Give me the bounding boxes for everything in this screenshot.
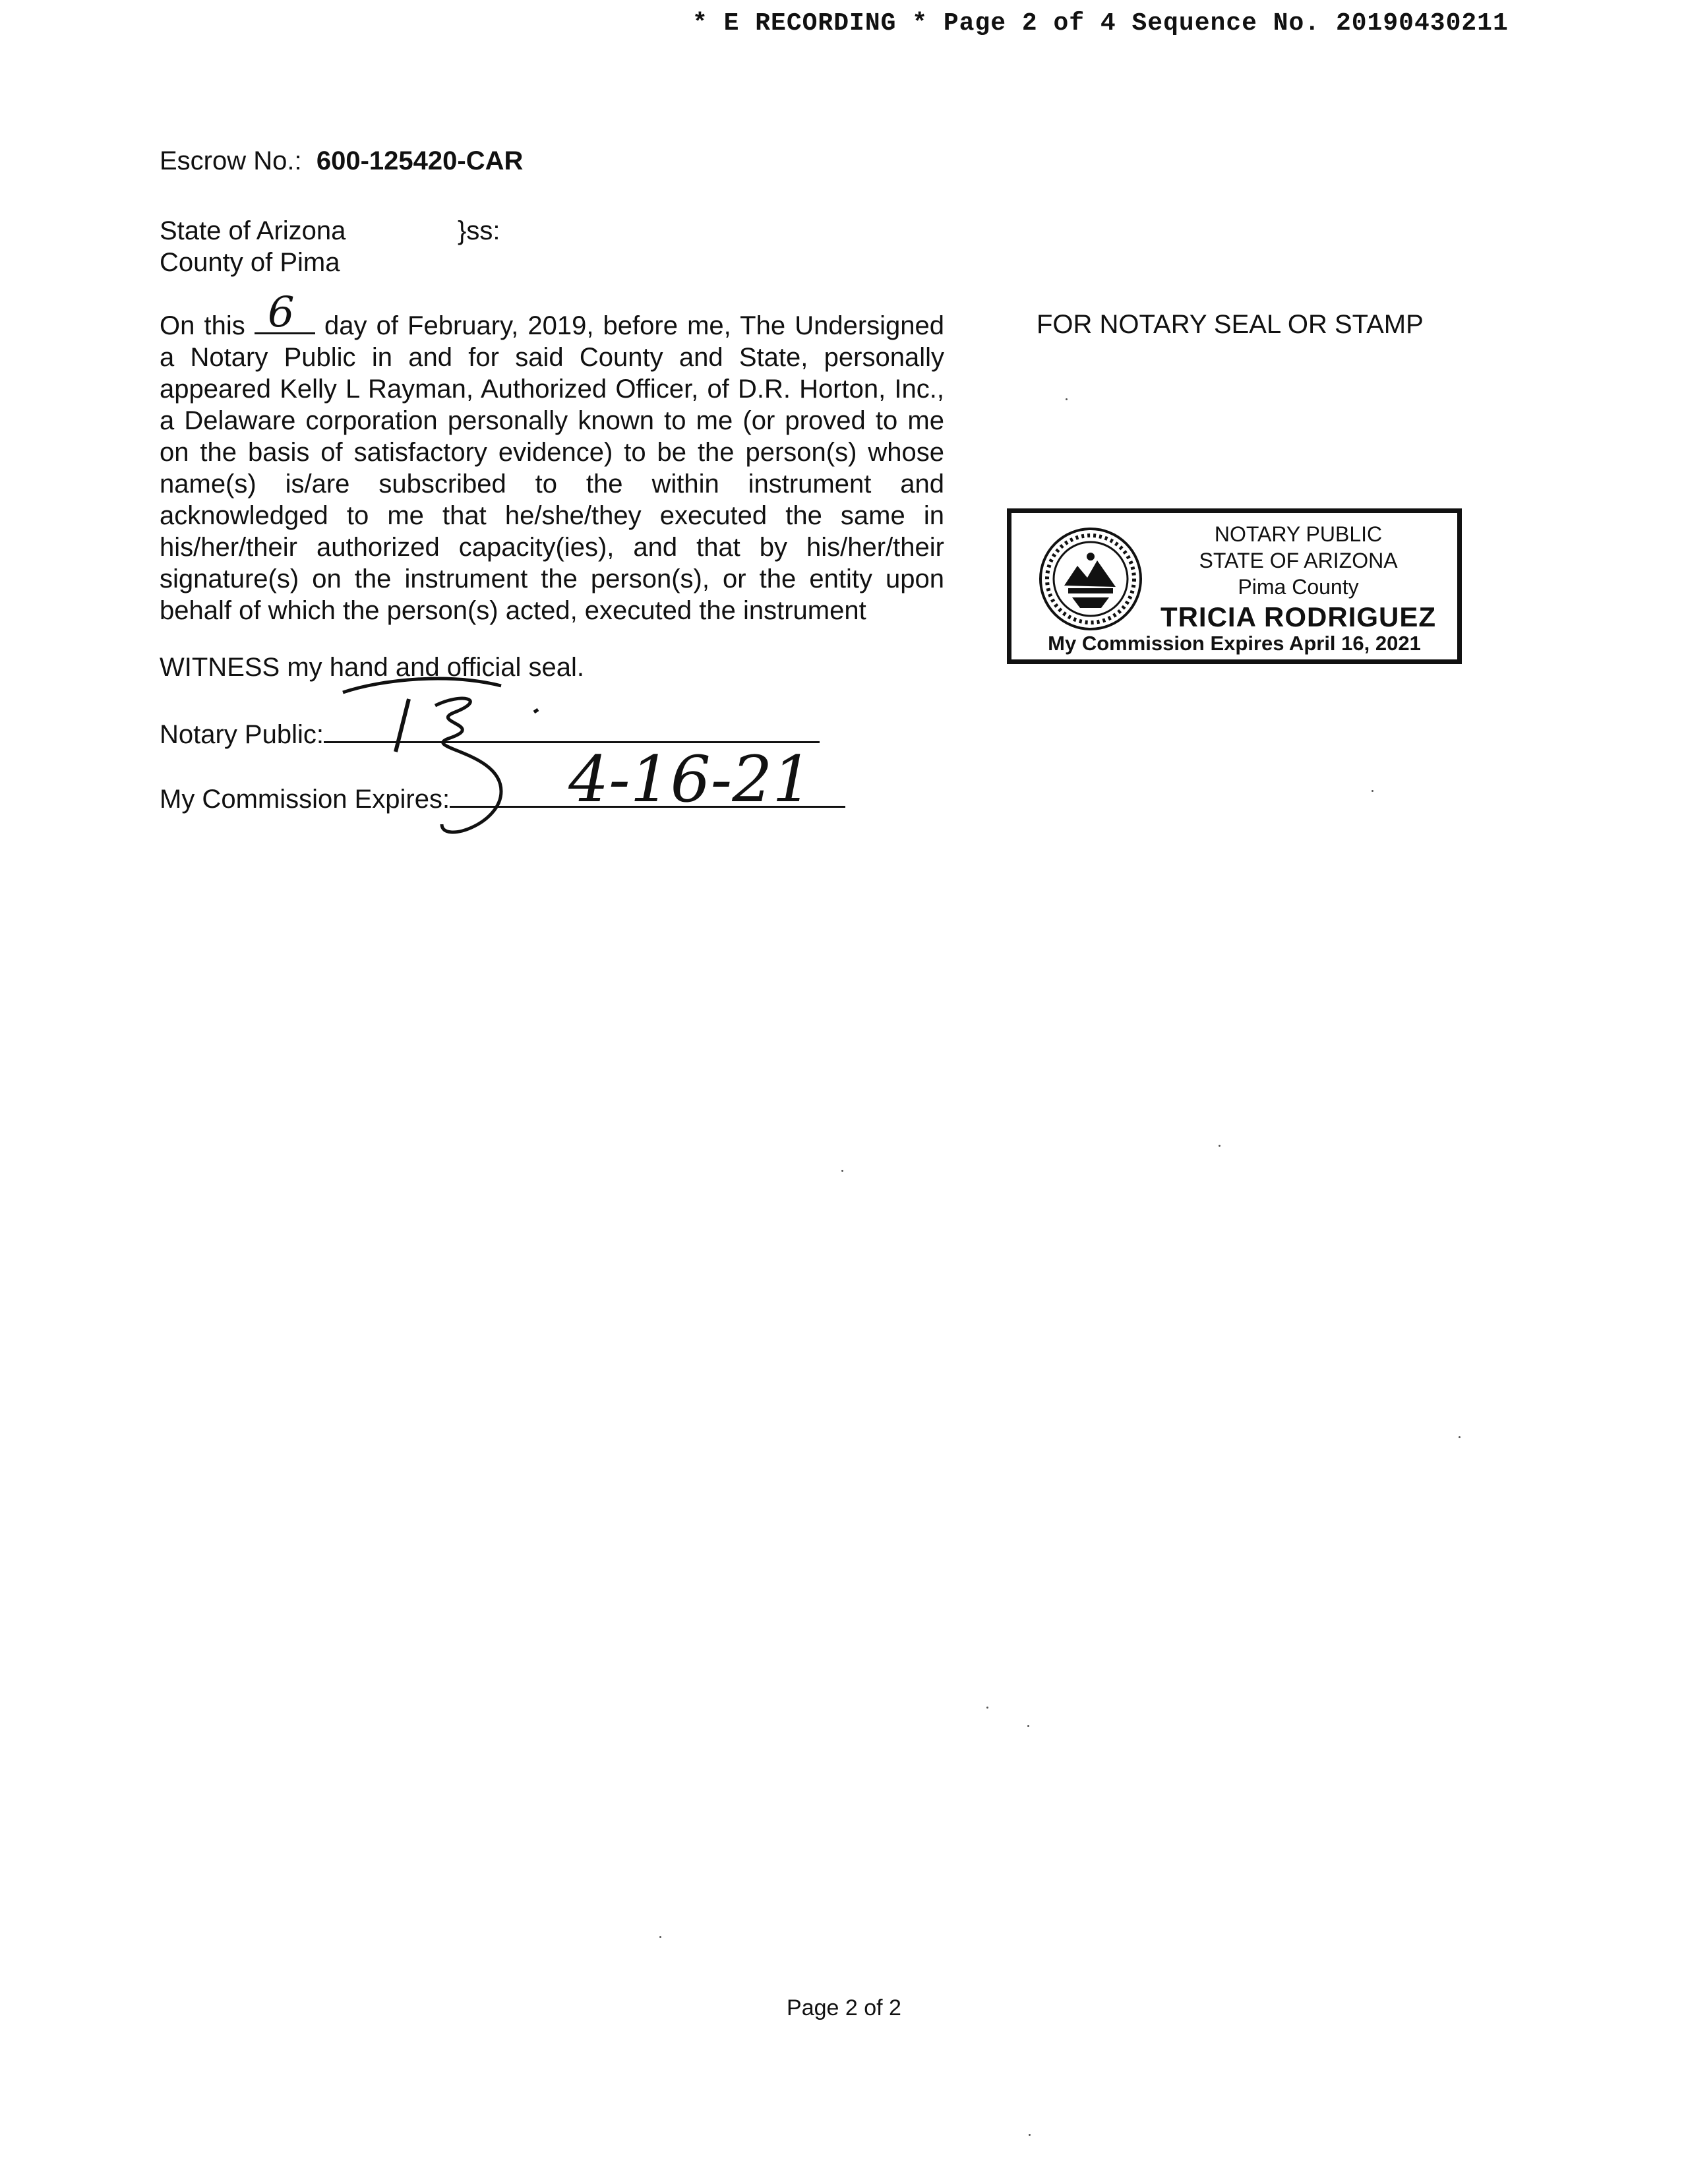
commission-expires-label: My Commission Expires: [160, 785, 450, 814]
escrow-label: Escrow No.: [160, 146, 302, 175]
day-handwritten: 6 [267, 288, 295, 337]
speck [659, 1936, 661, 1938]
speck [1372, 790, 1373, 792]
commission-expires-line [160, 743, 845, 816]
speck [841, 1170, 843, 1172]
day-blank [255, 288, 315, 337]
notary-stamp [1007, 508, 1462, 664]
arizona-state-seal-icon [1038, 526, 1143, 632]
escrow-number [160, 146, 523, 176]
seal-area-label: FOR NOTARY SEAL OR STAMP [1037, 310, 1424, 339]
speck [1219, 1145, 1221, 1147]
page-footer: Page 2 of 2 [787, 1995, 901, 2020]
stamp-county: Pima County [1238, 575, 1359, 599]
speck [1027, 1725, 1029, 1727]
venue-state: State of Arizona [160, 216, 346, 245]
venue-county: County of Pima [160, 248, 340, 277]
stamp-commission-expires: My Commission Expires April 16, 2021 [1048, 632, 1421, 655]
acknowledgment-paragraph [160, 288, 945, 626]
recording-header: * E RECORDING * Page 2 of 4 Sequence No. 20190430211 [692, 9, 1509, 38]
stamp-notary-public: NOTARY PUBLIC [1214, 522, 1383, 546]
ack-body: day of February, 2019, before me, The Undersigned a Notary Public in and for said County and State, personally appeared Kelly L Rayman, Authorized Officer, of D.R. Horton, Inc., a Delaware corporation personally known to me (or proved to me on the basis of satisfactory evidence) to be the person(s) whose name(s) is/are subscribed to the within instrument and acknowledged to me that he/she/they executed the same in his/her/their authorized capacity(ies), and that by his/her/their signature(s) on the instrument the person(s), or the entity upon behalf of which the person(s) acted, executed the instrument [160, 311, 945, 625]
commission-expires-rule [450, 743, 845, 816]
speck [1029, 2134, 1031, 2136]
stamp-text-block [1143, 521, 1453, 634]
commission-expires-handwritten: 4-16-21 [568, 743, 813, 816]
ack-prefix: On this [160, 311, 245, 340]
speck [1066, 398, 1068, 400]
venue-block [160, 215, 500, 278]
notary-public-label: Notary Public: [160, 720, 324, 749]
escrow-value: 600-125420-CAR [316, 146, 524, 175]
speck [1459, 1436, 1461, 1438]
witness-line: WITNESS my hand and official seal. [160, 653, 584, 682]
stamp-state: STATE OF ARIZONA [1199, 549, 1398, 572]
speck [986, 1707, 988, 1709]
venue-ss: }ss: [458, 216, 500, 245]
notary-public-rule [324, 717, 820, 743]
stamp-notary-name: TRICIA RODRIGUEZ [1160, 601, 1437, 632]
